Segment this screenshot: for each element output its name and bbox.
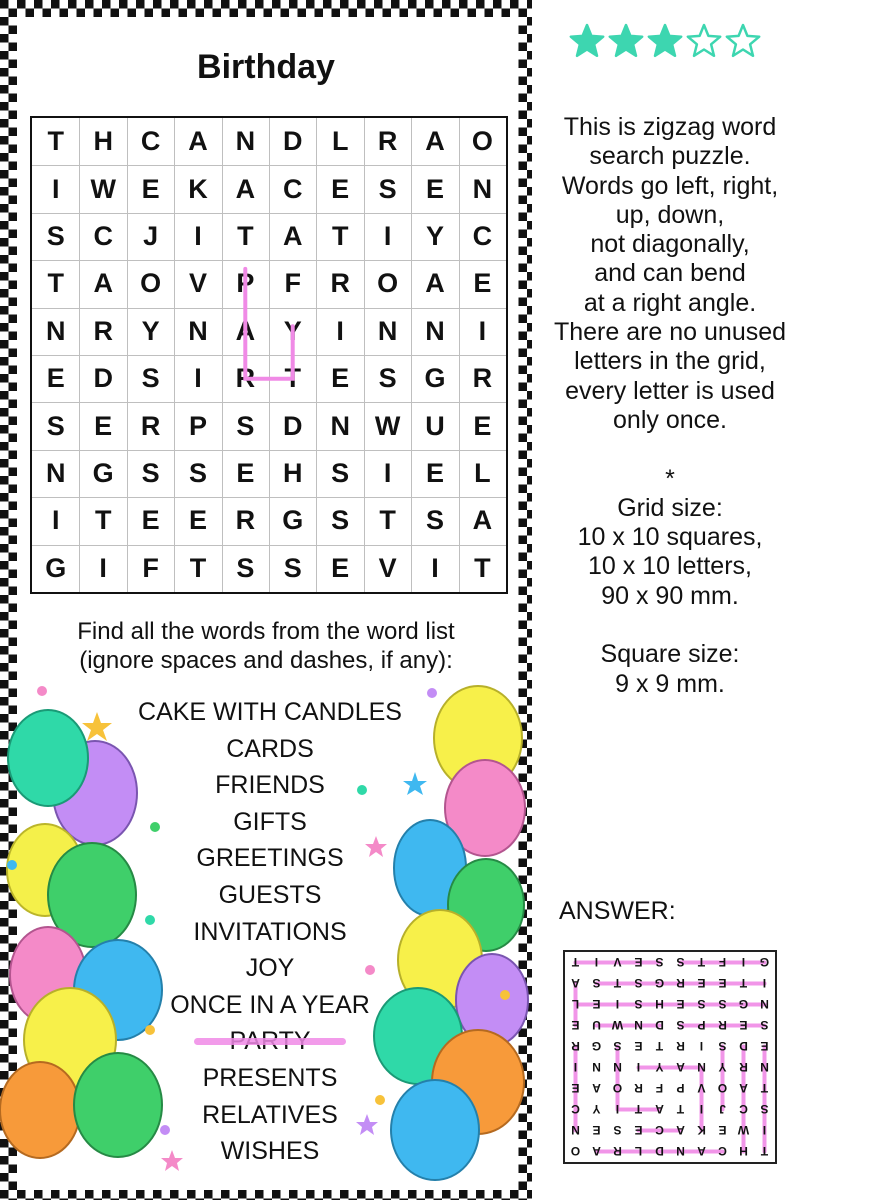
grid-cell[interactable]: F — [142, 552, 159, 583]
grid-cell[interactable]: A — [425, 126, 445, 157]
answer-cell: E — [634, 1123, 643, 1138]
grid-cell[interactable]: U — [425, 410, 445, 441]
grid-cell[interactable]: I — [478, 315, 487, 346]
answer-cell: G — [654, 976, 665, 991]
answer-cell: S — [613, 1039, 622, 1054]
answer-cell: N — [571, 1123, 580, 1138]
rules-line: * — [665, 464, 675, 493]
rules-line: 10 x 10 letters, — [588, 552, 752, 581]
star-empty-icon — [688, 25, 720, 56]
answer-cell: Y — [592, 1102, 601, 1117]
answer-cell: N — [676, 1144, 685, 1159]
answer-cell: W — [611, 1018, 624, 1033]
grid-cell[interactable]: T — [189, 552, 207, 583]
grid-cell[interactable]: E — [473, 410, 492, 441]
answer-cell: T — [697, 955, 706, 970]
grid-cell[interactable]: R — [93, 315, 113, 346]
answer-cell: S — [697, 997, 706, 1012]
grid-cell[interactable]: A — [472, 505, 493, 536]
grid-cell[interactable]: E — [331, 363, 350, 394]
answer-cell: S — [676, 1018, 685, 1033]
grid-cell[interactable]: Y — [141, 315, 160, 346]
answer-cell: D — [655, 1018, 664, 1033]
answer-cell: E — [697, 976, 706, 991]
grid-cell[interactable]: S — [283, 552, 302, 583]
grid-cell[interactable]: I — [431, 552, 439, 583]
answer-cell: I — [636, 1060, 641, 1075]
grid-cell[interactable]: G — [45, 552, 67, 583]
grid-cell[interactable]: R — [140, 410, 161, 441]
word-list — [130, 694, 410, 1170]
answer-cell: L — [571, 997, 580, 1012]
grid-cell[interactable]: V — [188, 268, 207, 299]
answer-cell: G — [738, 997, 749, 1012]
answer-cell: T — [655, 1039, 664, 1054]
answer-cell: H — [739, 1144, 748, 1159]
answer-cell: I — [699, 1102, 704, 1117]
grid-cell[interactable]: E — [425, 173, 444, 204]
grid-cell[interactable]: I — [383, 221, 392, 252]
grid-cell[interactable]: R — [377, 126, 398, 157]
answer-cell: H — [655, 997, 664, 1012]
word-list-item: WISHES — [220, 1137, 320, 1166]
answer-cell: N — [760, 997, 769, 1012]
grid-cell[interactable]: R — [235, 363, 256, 394]
answer-cell: P — [676, 1081, 685, 1096]
grid-cell[interactable]: S — [425, 505, 444, 536]
rules-line: Words go left, right, — [561, 171, 779, 200]
grid-cell[interactable]: T — [47, 268, 65, 299]
answer-cell: R — [613, 1144, 622, 1159]
answer-cell: J — [719, 1102, 726, 1117]
grid-cell[interactable]: E — [473, 268, 492, 299]
answer-cell: I — [762, 1123, 767, 1138]
answer-cell: G — [591, 1039, 602, 1054]
answer-cell: E — [760, 1039, 769, 1054]
grid-cell[interactable]: D — [283, 410, 303, 441]
answer-cell: I — [615, 997, 620, 1012]
answer-cell: R — [676, 976, 685, 991]
word-list-item: FRIENDS — [215, 771, 325, 800]
grid-cell[interactable]: N — [188, 315, 208, 346]
grid-cell[interactable]: I — [383, 458, 392, 489]
rules-line: 9 x 9 mm. — [615, 669, 725, 698]
grid-cell[interactable]: A — [235, 315, 256, 346]
grid-cell[interactable]: S — [46, 221, 65, 252]
grid-cell[interactable]: G — [424, 363, 446, 394]
grid-cell[interactable]: R — [330, 268, 350, 299]
answer-cell: T — [613, 976, 622, 991]
answer-cell: I — [594, 955, 599, 970]
answer-cell: Y — [718, 1060, 727, 1075]
grid-cell[interactable]: T — [474, 552, 491, 583]
rules-line: 90 x 90 mm. — [601, 581, 739, 610]
answer-cell: R — [739, 1060, 748, 1075]
grid-cell[interactable]: C — [472, 221, 493, 252]
word-list-item: GIFTS — [233, 807, 307, 836]
answer-cell: U — [592, 1018, 601, 1033]
answer-cell: A — [739, 1081, 748, 1096]
grid-cell[interactable]: E — [236, 458, 255, 489]
grid-cell[interactable]: D — [93, 363, 113, 394]
grid-cell[interactable]: E — [331, 173, 350, 204]
rules-line: There are no unused — [553, 318, 787, 347]
instruction-line-1: Find all the words from the word list — [77, 618, 455, 645]
grid-cell[interactable]: E — [94, 410, 113, 441]
grid-cell[interactable]: C — [283, 173, 303, 204]
answer-cell: F — [718, 955, 727, 970]
grid-cell[interactable]: O — [471, 126, 493, 157]
answer-cell: E — [718, 1123, 727, 1138]
answer-cell: E — [634, 955, 643, 970]
answer-cell: N — [613, 1060, 622, 1075]
answer-cell: V — [697, 1081, 706, 1096]
answer-cell: D — [655, 1144, 664, 1159]
grid-cell[interactable]: N — [330, 410, 350, 441]
grid-cell[interactable]: C — [140, 126, 161, 157]
grid-cell[interactable]: S — [378, 363, 397, 394]
answer-cell: E — [571, 1018, 580, 1033]
answer-cell: G — [759, 955, 770, 970]
word-list-item: ONCE IN A YEAR — [170, 990, 370, 1019]
rules-line: and can bend — [594, 259, 746, 288]
grid-cell[interactable]: A — [425, 268, 445, 299]
answer-cell: I — [699, 1039, 704, 1054]
rules-text — [540, 113, 800, 699]
grid-cell[interactable]: T — [331, 221, 349, 252]
grid-cell[interactable]: S — [236, 552, 255, 583]
answer-cell: O — [570, 1144, 581, 1159]
grid-cell[interactable]: C — [93, 221, 113, 252]
grid-cell[interactable]: R — [472, 363, 493, 394]
found-strike — [194, 1038, 346, 1045]
answer-cell: I — [762, 976, 767, 991]
instruction-text — [0, 617, 532, 675]
grid-cell[interactable]: S — [141, 458, 160, 489]
word-list-item: GREETINGS — [196, 844, 344, 873]
answer-cell: E — [592, 997, 601, 1012]
answer-cell: E — [718, 976, 727, 991]
answer-label: ANSWER: — [559, 897, 676, 925]
answer-cell: I — [615, 1102, 620, 1117]
grid-cell[interactable]: Y — [283, 315, 302, 346]
answer-cell: T — [739, 976, 748, 991]
star-empty-icon — [727, 25, 759, 56]
rules-line: at a right angle. — [583, 288, 757, 317]
rules-line: not diagonally, — [590, 230, 750, 259]
grid-cell[interactable]: S — [141, 363, 160, 394]
answer-cell: R — [571, 1039, 580, 1054]
grid-cell[interactable]: G — [282, 505, 304, 536]
grid-cell[interactable]: N — [46, 458, 66, 489]
grid-cell[interactable]: W — [374, 410, 401, 441]
grid-cell[interactable]: T — [47, 126, 65, 157]
grid-cell[interactable]: T — [284, 363, 302, 394]
puzzle-title: Birthday — [197, 48, 335, 86]
rules-line — [540, 435, 800, 464]
answer-cell: S — [718, 997, 727, 1012]
grid-cell[interactable]: G — [92, 458, 114, 489]
answer-cell: V — [613, 955, 622, 970]
answer-cell: N — [634, 1018, 643, 1033]
grid-cell[interactable]: S — [331, 505, 350, 536]
grid-cell[interactable]: L — [331, 126, 349, 157]
grid-cell[interactable]: N — [235, 126, 256, 157]
answer-cell: E — [592, 1123, 601, 1138]
answer-cell: K — [697, 1123, 706, 1138]
rules-line: only once. — [613, 405, 727, 434]
answer-cell: P — [697, 1018, 706, 1033]
answer-cell: R — [718, 1018, 727, 1033]
answer-cell: C — [571, 1102, 580, 1117]
grid-cell[interactable]: I — [194, 363, 202, 394]
grid-cell[interactable]: I — [336, 315, 344, 346]
answer-cell: A — [655, 1102, 664, 1117]
answer-cell: S — [760, 1102, 769, 1117]
rules-line: Square size: — [600, 640, 740, 669]
grid-cell[interactable]: W — [90, 173, 116, 204]
grid-cell[interactable]: T — [94, 505, 112, 536]
answer-cell: S — [718, 1039, 727, 1054]
grid-cell[interactable]: A — [93, 268, 113, 299]
answer-cell: R — [676, 1039, 685, 1054]
answer-cell: S — [634, 997, 643, 1012]
answer-cell: O — [612, 1081, 623, 1096]
answer-cell: A — [697, 1144, 706, 1159]
grid-cell[interactable]: H — [283, 458, 303, 489]
rules-line: This is zigzag word — [563, 113, 777, 141]
grid-cell[interactable]: F — [284, 268, 302, 299]
grid-cell[interactable]: S — [378, 173, 397, 204]
grid-cell[interactable]: I — [194, 221, 202, 252]
grid-cell[interactable]: E — [331, 552, 350, 583]
answer-cell: E — [676, 997, 685, 1012]
answer-cell: T — [760, 1144, 769, 1159]
grid-cell[interactable]: N — [425, 315, 445, 346]
answer-cell: A — [676, 1060, 685, 1075]
answer-cell: C — [718, 1144, 727, 1159]
star-filled-icon — [649, 25, 681, 56]
instruction-line-2: (ignore spaces and dashes, if any): — [79, 647, 453, 674]
grid-cell[interactable]: H — [93, 126, 113, 157]
word-list-item: CARDS — [226, 734, 314, 763]
answer-cell: W — [737, 1123, 750, 1138]
grid-cell[interactable]: S — [188, 458, 207, 489]
answer-cell: L — [634, 1144, 643, 1159]
answer-cell: S — [634, 976, 643, 991]
answer-cell: I — [573, 1060, 578, 1075]
grid-cell[interactable]: N — [46, 315, 66, 346]
rules-line: search puzzle. — [589, 142, 751, 171]
answer-cell: S — [655, 955, 664, 970]
answer-cell: T — [676, 1102, 685, 1117]
answer-cell: S — [592, 976, 601, 991]
word-list-item — [130, 1023, 410, 1060]
grid-cell[interactable]: A — [283, 221, 303, 252]
answer-cell: N — [697, 1060, 706, 1075]
answer-cell: T — [634, 1102, 643, 1117]
rules-line — [540, 611, 800, 640]
answer-cell: C — [739, 1102, 748, 1117]
answer-cell: S — [613, 1123, 622, 1138]
star-filled-icon — [571, 25, 603, 56]
answer-cell: Y — [655, 1060, 664, 1075]
answer-cell: A — [592, 1081, 601, 1096]
answer-cell: R — [634, 1081, 643, 1096]
grid-cell[interactable]: O — [377, 268, 399, 299]
grid-cell[interactable]: T — [379, 505, 396, 536]
rules-line: letters in the grid, — [574, 347, 766, 376]
grid-cell[interactable]: I — [52, 505, 60, 536]
grid-cell[interactable]: S — [236, 410, 255, 441]
grid-cell[interactable]: L — [474, 458, 491, 489]
grid-cell[interactable]: I — [52, 173, 60, 204]
grid-cell[interactable]: N — [472, 173, 493, 204]
rules-line: every letter is used — [565, 376, 775, 405]
word-list-item: PRESENTS — [202, 1063, 338, 1092]
star-filled-icon — [610, 25, 642, 56]
party-highlight — [32, 118, 506, 592]
word-list-item: GUESTS — [218, 880, 322, 909]
word-list-item: CAKE WITH CANDLES — [138, 698, 402, 726]
answer-cell: N — [760, 1060, 769, 1075]
answer-cell: A — [592, 1144, 601, 1159]
grid-cell[interactable]: E — [46, 363, 65, 394]
grid-cell[interactable]: E — [141, 173, 160, 204]
answer-cell: F — [655, 1081, 664, 1096]
grid-cell[interactable]: A — [235, 173, 256, 204]
grid-cell[interactable]: N — [377, 315, 398, 346]
grid-cell[interactable]: S — [331, 458, 350, 489]
grid-cell[interactable]: T — [237, 221, 254, 252]
answer-cell: N — [592, 1060, 601, 1075]
grid-cell[interactable]: Y — [425, 221, 444, 252]
grid-cell[interactable]: D — [283, 126, 303, 157]
grid-cell[interactable]: O — [140, 268, 162, 299]
grid-cell[interactable]: E — [188, 505, 207, 536]
difficulty-rating — [568, 22, 764, 62]
answer-cell: E — [571, 1081, 580, 1096]
answer-cell: S — [676, 955, 685, 970]
word-list-item: RELATIVES — [202, 1100, 338, 1129]
answer-cell: E — [634, 1039, 643, 1054]
answer-cell: A — [676, 1123, 685, 1138]
answer-cell: T — [571, 955, 580, 970]
word-list-item: JOY — [245, 954, 295, 983]
answer-cell: I — [741, 955, 746, 970]
rules-line: Grid size: — [617, 493, 723, 522]
answer-cell: D — [739, 1039, 748, 1054]
grid-cell[interactable]: J — [143, 221, 159, 252]
grid-cell[interactable]: S — [46, 410, 65, 441]
grid-cell[interactable]: A — [188, 126, 208, 157]
answer-cell: O — [717, 1081, 728, 1096]
grid-cell[interactable]: P — [188, 410, 207, 441]
rules-line: 10 x 10 squares, — [577, 523, 763, 552]
letter-grid[interactable] — [30, 116, 508, 594]
grid-cell[interactable]: K — [188, 173, 208, 204]
grid-cell[interactable]: P — [236, 268, 255, 299]
answer-cell: A — [571, 976, 580, 991]
grid-cell[interactable]: I — [99, 552, 107, 583]
word-list-item: INVITATIONS — [193, 917, 347, 946]
grid-cell[interactable]: E — [425, 458, 444, 489]
grid-cell[interactable]: V — [378, 552, 397, 583]
answer-cell: E — [739, 1018, 748, 1033]
rules-line: up, down, — [615, 200, 725, 229]
answer-cell: T — [760, 1081, 769, 1096]
answer-grid — [563, 950, 777, 1164]
answer-cell: S — [760, 1018, 769, 1033]
answer-cell: C — [655, 1123, 664, 1138]
grid-cell[interactable]: E — [141, 505, 160, 536]
grid-cell[interactable]: R — [235, 505, 256, 536]
